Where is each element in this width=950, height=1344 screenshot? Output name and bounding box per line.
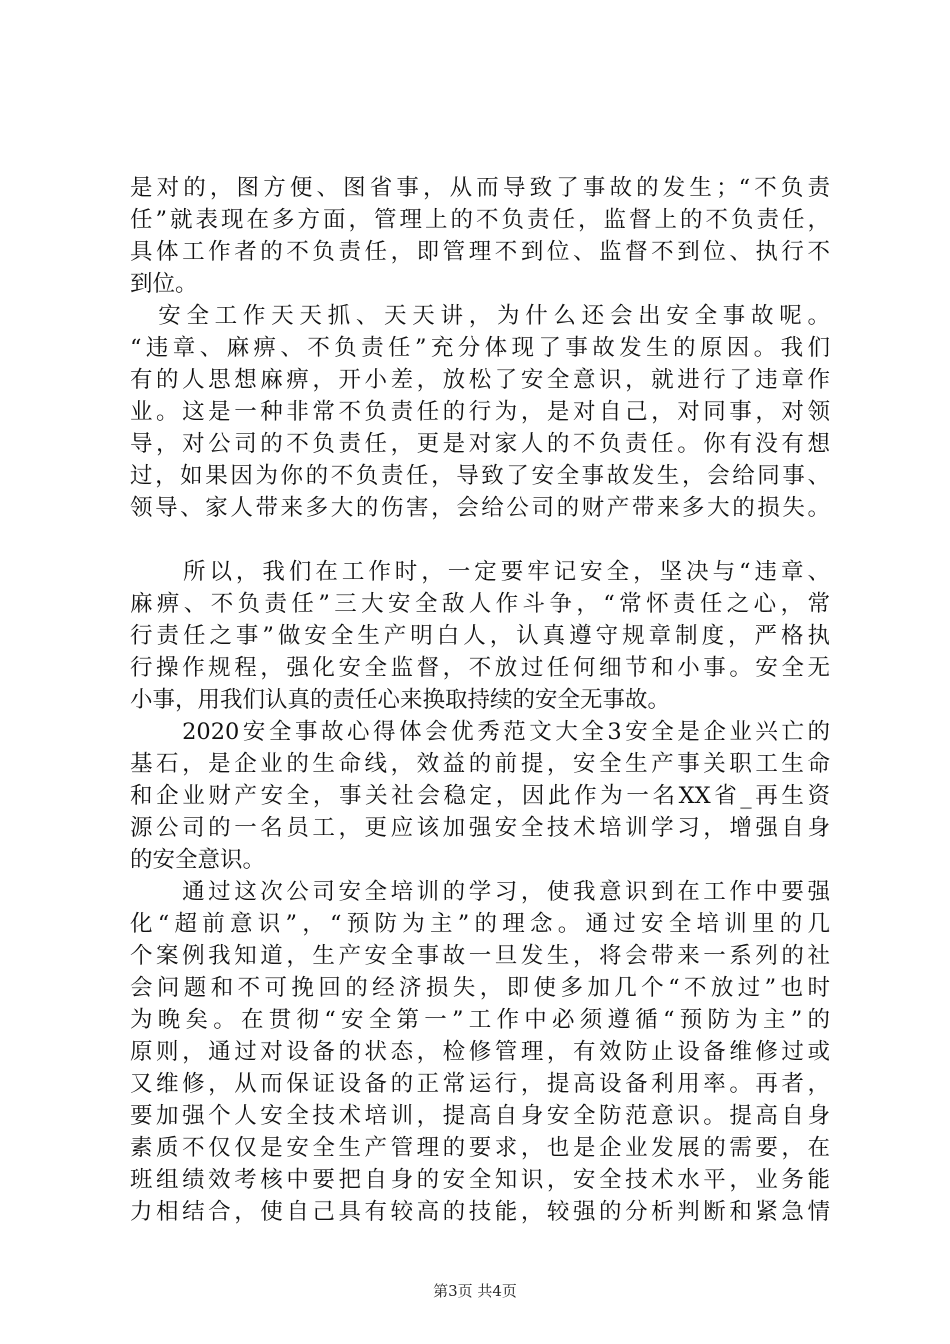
text-line: 2020安全事故心得体会优秀范文大全3安全是企业兴亡的 bbox=[130, 719, 830, 745]
text-line: 化“超前意识”，“预防为主”的理念。通过安全培训里的几 bbox=[130, 911, 830, 937]
text-line: 小事，用我们认真的责任心来换取持续的安全无事故。 bbox=[130, 687, 671, 713]
text-line: 行责任之事”做安全生产明白人，认真遵守规章制度，严格执 bbox=[130, 623, 830, 649]
text-line: 力相结合，使自己具有较高的技能，较强的分析判断和紧急情 bbox=[130, 1199, 830, 1225]
text-line: 会问题和不可挽回的经济损失，即使多加几个“不放过”也时 bbox=[130, 975, 830, 1001]
text-line: 素质不仅仅是安全生产管理的要求，也是企业发展的需要，在 bbox=[130, 1135, 830, 1161]
page-number-footer: 第3页 共4页 bbox=[433, 1282, 517, 1300]
text-line: 的安全意识。 bbox=[130, 847, 266, 873]
text-line: 到位。 bbox=[130, 271, 198, 297]
text-line: 麻痹、不负责任”三大安全敌人作斗争，“常怀责任之心，常 bbox=[130, 591, 830, 617]
text-line: 源公司的一名员工，更应该加强安全技术培训学习，增强自身 bbox=[130, 815, 830, 841]
paragraph-gap bbox=[130, 524, 830, 556]
text-line: 基石，是企业的生命线，效益的前提，安全生产事关职工生命 bbox=[130, 751, 830, 777]
text-line: 个案例我知道，生产安全事故一旦发生，将会带来一系列的社 bbox=[130, 943, 830, 969]
text-line: 所以，我们在工作时，一定要牢记安全，坚决与“违章、 bbox=[130, 559, 830, 585]
text-line: 行操作规程，强化安全监督，不放过任何细节和小事。安全无 bbox=[130, 655, 830, 681]
text-line: 又维修，从而保证设备的正常运行，提高设备利用率。再者， bbox=[130, 1071, 830, 1097]
text-line: 过，如果因为你的不负责任，导致了安全事故发生，会给同事、 bbox=[130, 463, 830, 489]
text-line: 具体工作者的不负责任，即管理不到位、监督不到位、执行不 bbox=[130, 239, 830, 265]
text-line: 领导、家人带来多大的伤害，会给公司的财产带来多大的损失。 bbox=[130, 495, 830, 521]
text-line: “违章、麻痹、不负责任”充分体现了事故发生的原因。我们 bbox=[130, 335, 830, 361]
text-line: 安全工作天天抓、天天讲，为什么还会出安全事故呢。 bbox=[130, 303, 830, 329]
text-line: 班组绩效考核中要把自身的安全知识，安全技术水平，业务能 bbox=[130, 1167, 830, 1193]
text-line: 有的人思想麻痹，开小差，放松了安全意识，就进行了违章作 bbox=[130, 367, 830, 393]
text-line: 是对的，图方便、图省事，从而导致了事故的发生；“不负责 bbox=[130, 175, 830, 201]
text-line: 为晚矣。在贯彻“安全第一”工作中必须遵循“预防为主”的 bbox=[130, 1007, 830, 1033]
text-line: 业。这是一种非常不负责任的行为，是对自己，对同事，对领 bbox=[130, 399, 830, 425]
text-line: 和企业财产安全，事关社会稳定，因此作为一名XX省_再生资 bbox=[130, 783, 830, 809]
text-line: 原则，通过对设备的状态，检修管理，有效防止设备维修过或 bbox=[130, 1039, 830, 1065]
document-body bbox=[130, 172, 830, 1228]
text-line: 导，对公司的不负责任，更是对家人的不负责任。你有没有想 bbox=[130, 431, 830, 457]
text-line: 任”就表现在多方面，管理上的不负责任，监督上的不负责任， bbox=[130, 207, 830, 233]
text-line: 要加强个人安全技术培训，提高自身安全防范意识。提高自身 bbox=[130, 1103, 830, 1129]
text-line: 通过这次公司安全培训的学习，使我意识到在工作中要强 bbox=[130, 879, 830, 905]
